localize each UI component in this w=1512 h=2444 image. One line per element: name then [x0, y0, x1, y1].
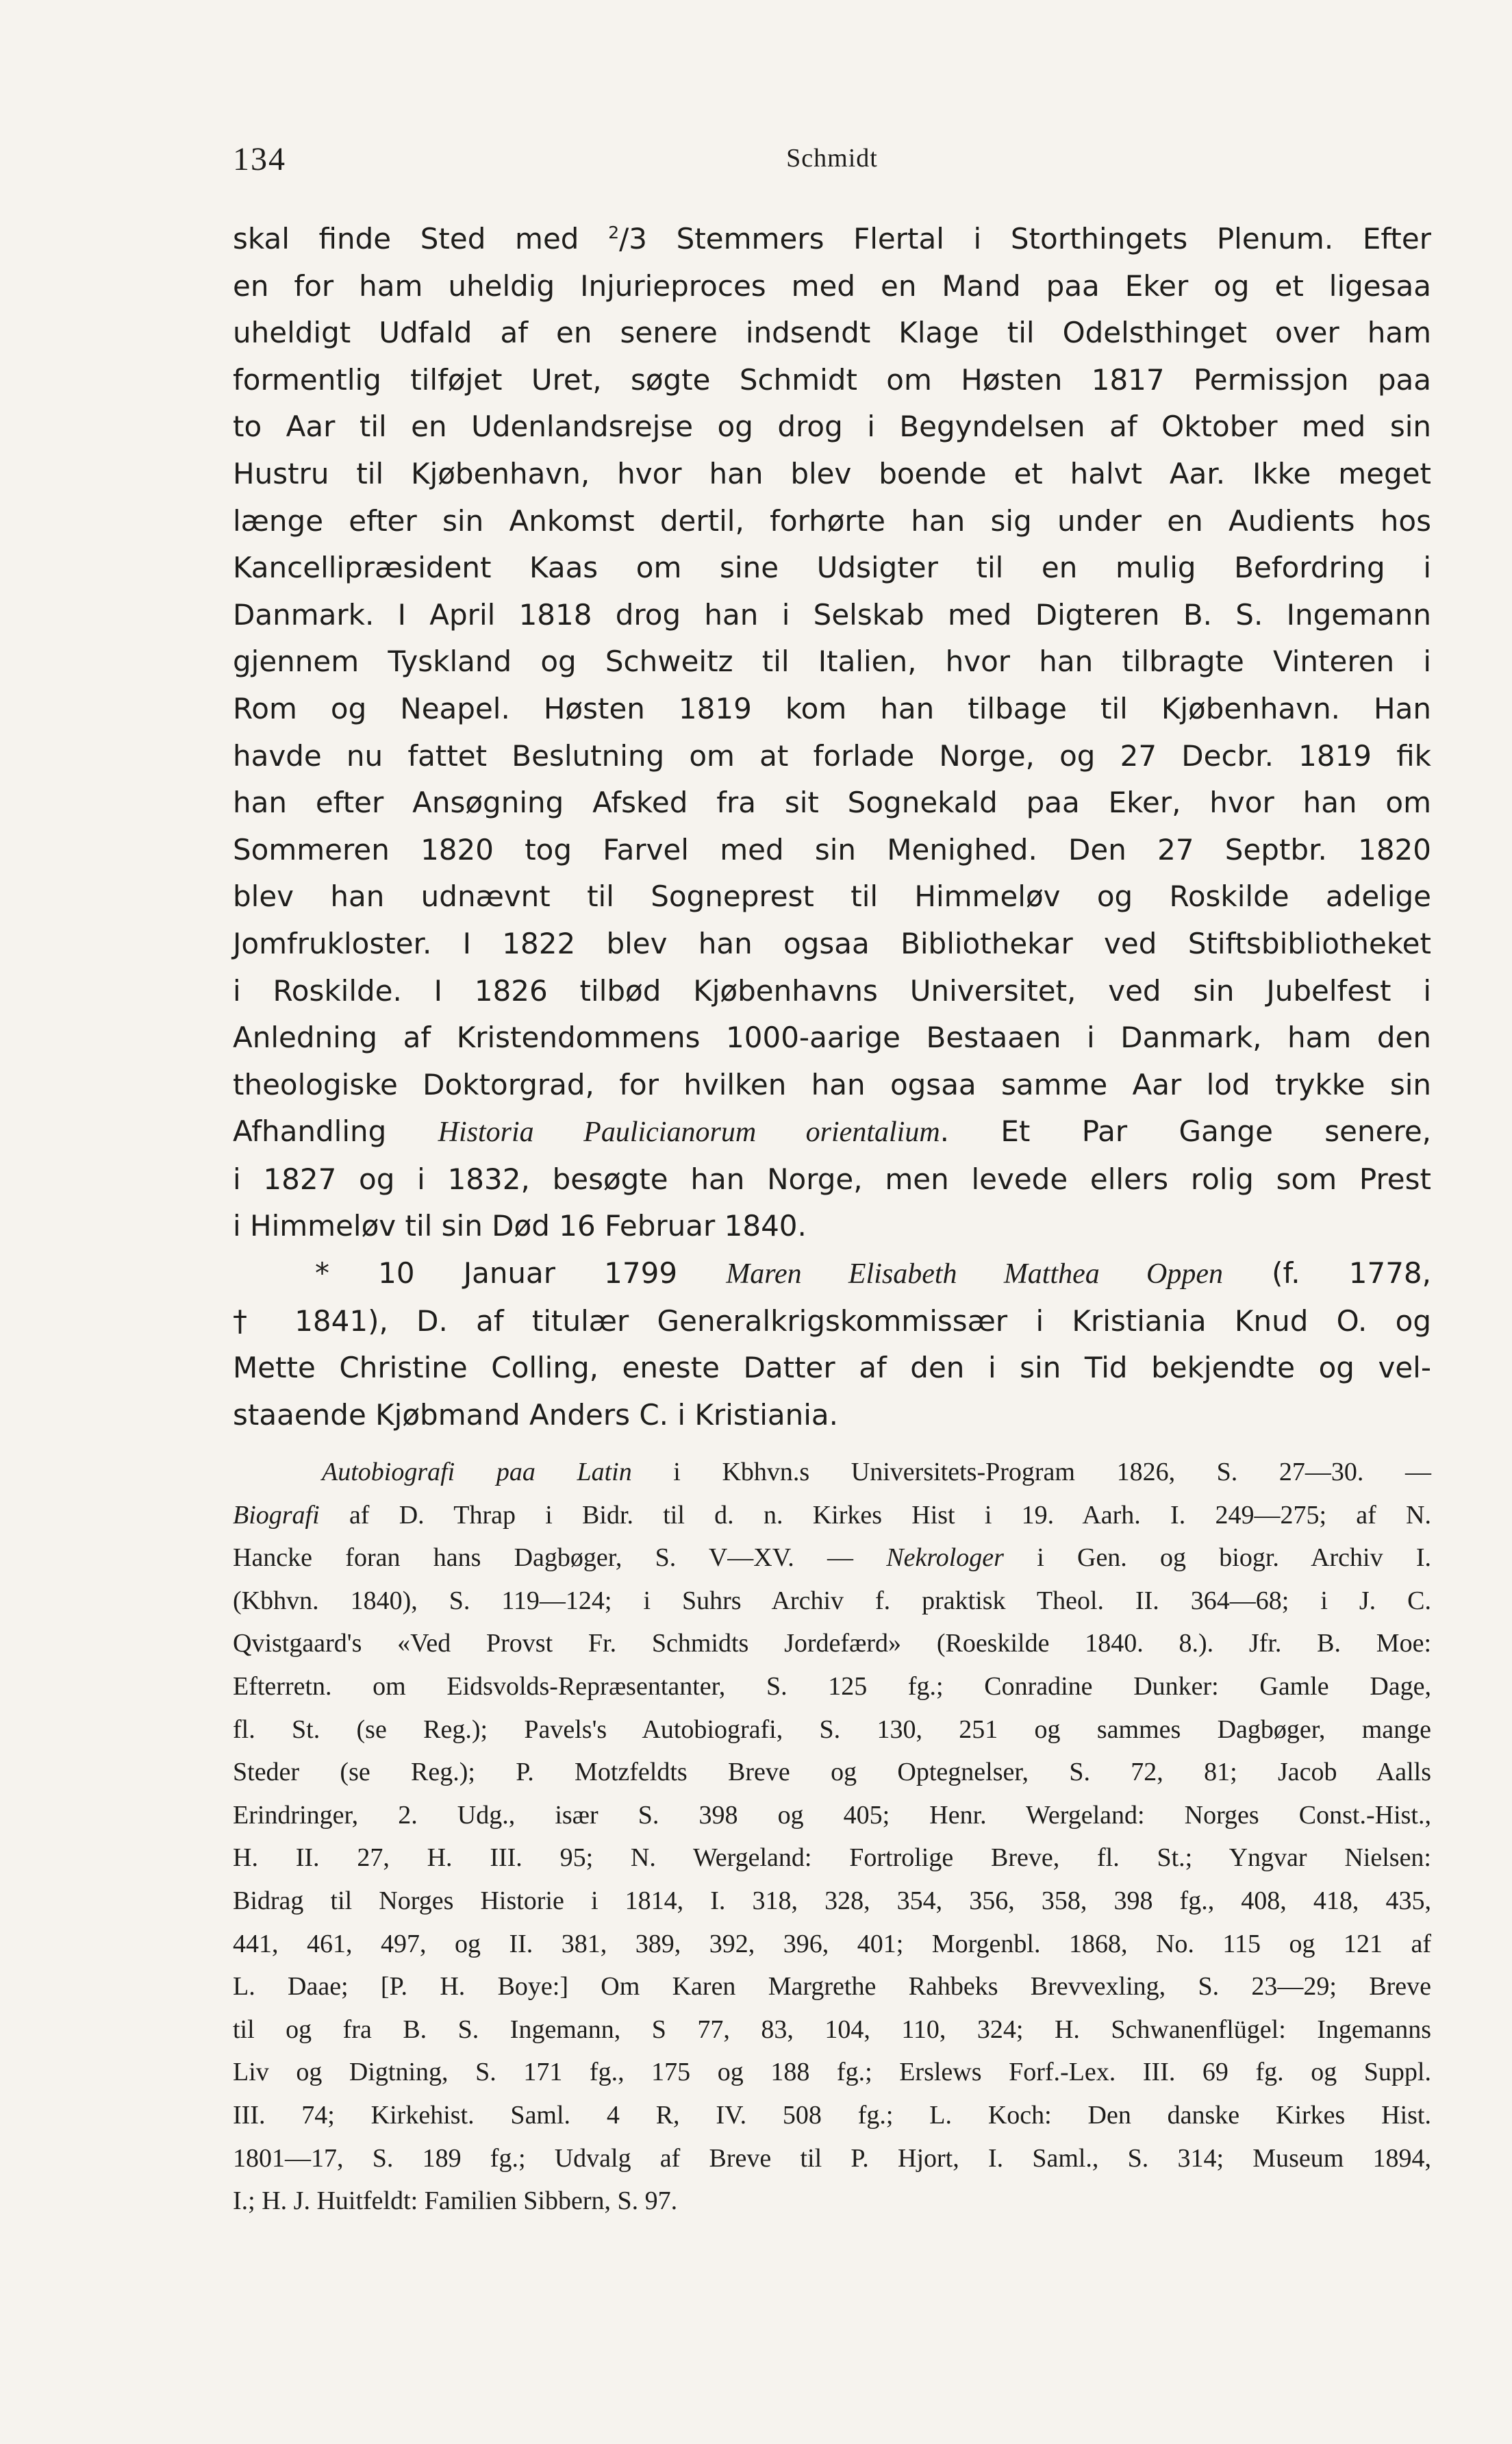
- text-segment: Danmark. I April 1818 drog han i Selskab med Digteren B. S. Ingemann: [233, 597, 1431, 632]
- body-line: [233, 216, 1431, 263]
- text-segment: H. II. 27, H. III. 95; N. Wergeland: Fortrolige Breve, fl. St.; Yngvar Nielsen:: [233, 1843, 1431, 1873]
- note-line: [233, 1622, 1431, 1665]
- body-line: [233, 686, 1431, 733]
- running-head: Schmidt: [786, 144, 878, 173]
- note-line: [233, 1451, 1431, 1494]
- note-line: [233, 2008, 1431, 2052]
- body-line: [233, 638, 1431, 686]
- note-line: [233, 1965, 1431, 2008]
- text-segment: Sommeren 1820 tog Farvel med sin Menighed. Den 27 Septbr. 1820: [233, 832, 1431, 866]
- body-text: [233, 216, 1431, 1438]
- text-segment: Afhandling: [233, 1114, 438, 1149]
- text-segment: † 1841), D. af titulær Generalkrigskommissær i Kristiania Knud O. og: [233, 1304, 1431, 1338]
- text-segment: (f. 1778,: [1223, 1256, 1431, 1290]
- body-line: [233, 1345, 1431, 1392]
- text-segment: staaende Kjøbmand Anders C. i Kristiania.: [233, 1397, 838, 1432]
- body-line: [233, 545, 1431, 592]
- note-line: [233, 2137, 1431, 2180]
- body-line: [233, 780, 1431, 827]
- italic-text: Nekrologer: [886, 1543, 1004, 1573]
- body-line: [233, 592, 1431, 639]
- body-line: [233, 498, 1431, 545]
- text-segment: i Roskilde. I 1826 tilbød Kjøbenhavns Universitet, ved sin Jubelfest i: [233, 973, 1431, 1008]
- text-segment: Kancellipræsident Kaas om sine Udsigter til en mulig Befordring i: [233, 551, 1431, 585]
- text-segment: Anledning af Kristendommens 1000-aarige Bestaaen i Danmark, ham den: [233, 1021, 1431, 1055]
- body-line: [233, 1250, 1431, 1298]
- text-segment: i Himmeløv til sin Død 16 Februar 1840.: [233, 1209, 807, 1243]
- note-line: [233, 1708, 1431, 1751]
- body-line: [233, 310, 1431, 357]
- text-segment: Bidrag til Norges Historie i 1814, I. 318, 328, 354, 356, 358, 398 fg., 408, 418, 435,: [233, 1886, 1431, 1915]
- text-segment: 1801—17, S. 189 fg.; Udvalg af Breve til P. Hjort, I. Saml., S. 314; Museum 1894,: [233, 2143, 1431, 2173]
- note-line: [233, 2094, 1431, 2137]
- text-segment: Mette Christine Colling, eneste Datter af den i sin Tid bekjendte og vel-: [233, 1351, 1431, 1385]
- body-line: [233, 263, 1431, 310]
- text-segment: Liv og Digtning, S. 171 fg., 175 og 188 fg.; Erslews Forf.-Lex. III. 69 fg. og Suppl.: [233, 2058, 1431, 2087]
- page-number: 134: [233, 141, 286, 177]
- body-line: [233, 733, 1431, 780]
- body-line: [233, 451, 1431, 498]
- text-segment: Jomfrukloster. I 1822 blev han ogsaa Bibliothekar ved Stiftsbibliotheket: [233, 926, 1431, 960]
- text-segment: han efter Ansøgning Afsked fra sit Sognekald paa Eker, hvor han om: [233, 786, 1431, 820]
- text-segment: uheldigt Udfald af en senere indsendt Klage til Odelsthinget over ham: [233, 316, 1431, 350]
- body-line: [233, 873, 1431, 921]
- text-segment: . Et Par Gange senere,: [940, 1114, 1432, 1149]
- text-segment: theologiske Doktorgrad, for hvilken han ogsaa samme Aar lod trykke sin: [233, 1067, 1431, 1101]
- italic-text: Historia Paulicianorum orientalium: [438, 1117, 940, 1149]
- text-segment: I.; H. J. Huitfeldt: Familien Sibbern, S. 97.: [233, 2186, 678, 2216]
- text-segment: /3 Stemmers Flertal i Storthingets Plenum. Efter: [619, 222, 1432, 255]
- text-segment: formentlig tilføjet Uret, søgte Schmidt om Høsten 1817 Permissjon paa: [233, 362, 1431, 397]
- text-segment: skal finde Sted med: [233, 222, 609, 255]
- text-segment: III. 74; Kirkehist. Saml. 4 R, IV. 508 fg.; L. Koch: Den danske Kirkes Hist.: [233, 2100, 1431, 2130]
- body-line: [233, 968, 1431, 1015]
- note-line: [233, 2051, 1431, 2094]
- text-segment: i 1827 og i 1832, besøgte han Norge, men levede ellers rolig som Prest: [233, 1162, 1431, 1196]
- text-segment: til og fra B. S. Ingemann, S 77, 83, 104, 110, 324; H. Schwanenflügel: Ingemanns: [233, 2015, 1431, 2044]
- superscript: 2: [608, 223, 620, 242]
- note-line: [233, 1494, 1431, 1537]
- text-segment: 441, 461, 497, og II. 381, 389, 392, 396, 401; Morgenbl. 1868, No. 115 og 121 af: [233, 1929, 1431, 1958]
- text-segment: fl. St. (se Reg.); Pavels's Autobiografi, S. 130, 251 og sammes Dagbøger, mange: [233, 1714, 1431, 1744]
- note-line: [233, 1836, 1431, 1880]
- body-line: [233, 1392, 1431, 1439]
- text-segment: L. Daae; [P. H. Boye:] Om Karen Margrethe Rahbeks Brevvexling, S. 23—29; Breve: [233, 1972, 1431, 2002]
- text-segment: (Kbhvn. 1840), S. 119—124; i Suhrs Archiv f. praktisk Theol. II. 364—68; i J. C.: [233, 1586, 1431, 1615]
- text-segment: havde nu fattet Beslutning om at forlade Norge, og 27 Decbr. 1819 fik: [233, 738, 1431, 773]
- page-header: [233, 140, 1431, 188]
- note-line: [233, 1665, 1431, 1708]
- text-segment: af D. Thrap i Bidr. til d. n. Kirkes Hist i 19. Aarh. I. 249—275; af N.: [319, 1500, 1431, 1530]
- body-line: [233, 1156, 1431, 1204]
- text-segment: Erindringer, 2. Udg., især S. 398 og 405; Henr. Wergeland: Norges Const.-Hist.,: [233, 1800, 1431, 1830]
- text-segment: i Kbhvn.s Universitets-Program 1826, S. 27—30. —: [631, 1458, 1432, 1486]
- text-segment: gjennem Tyskland og Schweitz til Italien, hvor han tilbragte Vinteren i: [233, 645, 1431, 679]
- body-line: [233, 1298, 1431, 1345]
- note-line: [233, 1923, 1431, 1966]
- body-line: [233, 827, 1431, 874]
- text-segment: Steder (se Reg.); P. Motzfeldts Breve og Optegnelser, S. 72, 81; Jacob Aalls: [233, 1758, 1431, 1787]
- text-segment: Hustru til Kjøbenhavn, hvor han blev boende et halvt Aar. Ikke meget: [233, 456, 1431, 490]
- bibliographic-notes: [233, 1451, 1431, 2223]
- text-segment: Efterretn. om Eidsvolds-Repræsentanter, S. 125 fg.; Conradine Dunker: Gamle Dage,: [233, 1671, 1431, 1701]
- italic-text: Biografi: [233, 1500, 320, 1530]
- text-segment: Qvistgaard's «Ved Provst Fr. Schmidts Jordefærd» (Roeskilde 1840. 8.). Jfr. B. Moe:: [233, 1629, 1431, 1658]
- text-segment: to Aar til en Udenlandsrejse og drog i Begyndelsen af Oktober med sin: [233, 410, 1431, 444]
- note-line: [233, 1794, 1431, 1837]
- body-line: [233, 921, 1431, 968]
- text-segment: længe efter sin Ankomst dertil, forhørte han sig under en Audients hos: [233, 503, 1431, 538]
- body-line: [233, 1062, 1431, 1109]
- note-line: [233, 1880, 1431, 1923]
- text-segment: i Gen. og biogr. Archiv I.: [1003, 1543, 1431, 1573]
- text-segment: blev han udnævnt til Sogneprest til Himmeløv og Roskilde adelige: [233, 880, 1431, 914]
- note-line: [233, 1580, 1431, 1623]
- text-segment: Hancke foran hans Dagbøger, S. V—XV. —: [233, 1543, 887, 1573]
- body-line: [233, 1203, 1431, 1250]
- text-segment: * 10 Januar 1799: [315, 1256, 727, 1290]
- note-line: [233, 1536, 1431, 1580]
- note-line: [233, 1751, 1431, 1794]
- text-segment: Rom og Neapel. Høsten 1819 kom han tilbage til Kjøbenhavn. Han: [233, 691, 1431, 725]
- body-line: [233, 403, 1431, 451]
- italic-text: Autobiografi paa Latin: [322, 1458, 632, 1486]
- note-line: [233, 2180, 1431, 2223]
- body-line: [233, 1014, 1431, 1062]
- text-segment: en for ham uheldig Injurieproces med en Mand paa Eker og et ligesaa: [233, 269, 1431, 303]
- body-line: [233, 357, 1431, 404]
- italic-text: Maren Elisabeth Matthea Oppen: [726, 1258, 1224, 1290]
- body-line: [233, 1108, 1431, 1156]
